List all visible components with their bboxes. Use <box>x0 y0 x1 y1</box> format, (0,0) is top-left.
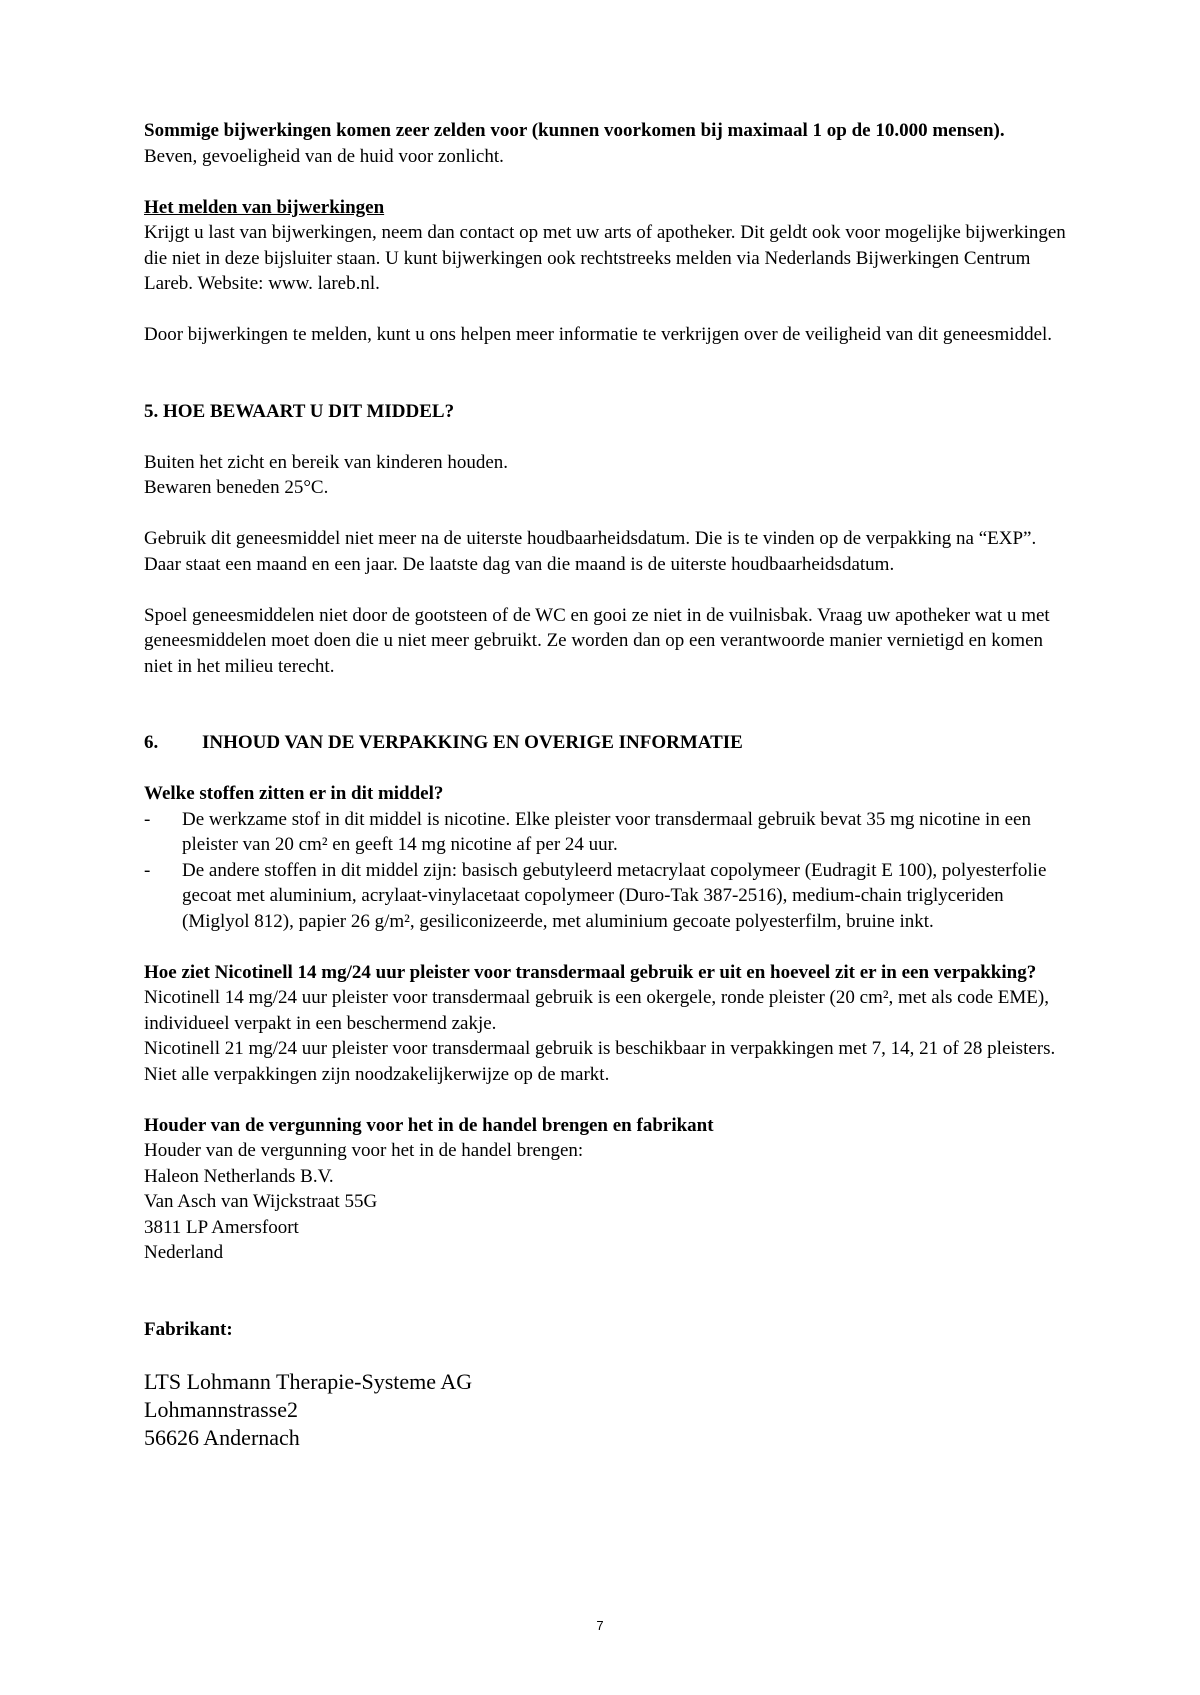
page-number: 7 <box>596 1618 604 1633</box>
reporting-heading: Het melden van bijwerkingen <box>144 196 385 218</box>
license-holder-line: Houder van de vergunning voor het in de handel brengen: <box>144 1140 584 1161</box>
list-item <box>144 858 1074 935</box>
list-dash: - <box>144 808 151 830</box>
appearance-heading: Hoe ziet Nicotinell 14 mg/24 uur pleister voor transdermaal gebruik er uit en hoeveel zit er in een verpakking? <box>144 961 1037 983</box>
appearance-paragraph-2: Nicotinell 21 mg/24 uur pleister voor transdermaal gebruik is beschikbaar in verpakkingen met 7, 14, 21 of 28 pleisters. Niet alle verpakkingen zijn noodzakelijkerwijze op de markt. <box>144 1038 1056 1085</box>
list-item-text: De werkzame stof in dit middel is nicotine. Elke pleister voor transdermaal gebruik bevat 35 mg nicotine in een pleister van 20 cm² en geeft 14 mg nicotine af per 24 uur. <box>182 808 1031 855</box>
disposal-paragraph: Spoel geneesmiddelen niet door de gootsteen of de WC en gooi ze niet in de vuilnisbak. Vraag uw apotheker wat u met geneesmiddelen moet doen die u niet meer gebruikt. Ze worden dan op een verantwoorde manier vernietigd en komen niet in het milieu terecht. <box>144 604 1050 677</box>
manufacturer-heading: Fabrikant: <box>144 1318 233 1340</box>
manufacturer-line: LTS Lohmann Therapie-Systeme AG <box>144 1368 473 1394</box>
section-6-title: INHOUD VAN DE VERPAKKING EN OVERIGE INFORMATIE <box>202 732 743 753</box>
section-6-heading <box>144 730 1074 756</box>
list-item-text: De andere stoffen in dit middel zijn: basisch gebutyleerd metacrylaat copolymeer (Eudragit E 100), polyesterfolie gecoat met aluminium, acrylaat-vinylacetaat copolymeer (Duro-Tak 387-2516), medium-chain triglyceriden (Miglyol 812), papier 26 g/m², gesiliconizeerde, met aluminium gecoate polyesterfilm, bruine inkt. <box>182 859 1047 932</box>
ingredients-list <box>144 807 1074 935</box>
reporting-paragraph-2: Door bijwerkingen te melden, kunt u ons helpen meer informatie te verkrijgen over de veiligheid van dit geneesmiddel. <box>144 324 1053 345</box>
license-holder-line: Haleon Netherlands B.V. <box>144 1165 334 1187</box>
reporting-paragraph-1: Krijgt u last van bijwerkingen, neem dan contact op met uw arts of apotheker. Dit geldt ook voor mogelijke bijwerkingen die niet in deze bijsluiter staan. U kunt bijwerkingen ook rechtstreeks melden via Nederlands Bijwerkingen Centrum Lareb. Website: www. lareb.nl. <box>144 222 1066 294</box>
expiry-paragraph: Gebruik dit geneesmiddel niet meer na de uiterste houdbaarheidsdatum. Die is te vinden op de verpakking na “EXP”. Daar staat een maand en een jaar. De laatste dag van die maand is de uiterste houdbaarheidsdatum. <box>144 528 1037 575</box>
storage-line-1: Buiten het zicht en bereik van kinderen houden. <box>144 451 509 473</box>
section-5-heading: 5. HOE BEWAART U DIT MIDDEL? <box>144 400 455 422</box>
rare-side-effects-heading: Sommige bijwerkingen komen zeer zelden voor (kunnen voorkomen bij maximaal 1 op de 10.000 mensen). <box>144 120 1005 141</box>
list-item <box>144 807 1074 858</box>
document-page <box>144 118 1074 1452</box>
section-6-number: 6. <box>144 732 159 753</box>
ingredients-heading: Welke stoffen zitten er in dit middel? <box>144 783 444 804</box>
manufacturer-line: Lohmannstrasse2 <box>144 1396 298 1422</box>
rare-side-effects-text: Beven, gevoeligheid van de huid voor zonlicht. <box>144 145 504 167</box>
license-holder-line: Van Asch van Wijckstraat 55G <box>144 1191 378 1212</box>
license-holder-line: Nederland <box>144 1242 224 1263</box>
list-dash: - <box>144 859 151 881</box>
manufacturer-line: 56626 Andernach <box>144 1424 300 1450</box>
license-holder-line: 3811 LP Amersfoort <box>144 1216 299 1238</box>
appearance-paragraph-1: Nicotinell 14 mg/24 uur pleister voor transdermaal gebruik is een okergele, ronde pleister (20 cm², met als code EME), individueel verpakt in een beschermend zakje. <box>144 987 1049 1034</box>
storage-line-2: Bewaren beneden 25°C. <box>144 477 329 498</box>
license-holder-heading: Houder van de vergunning voor het in de handel brengen en fabrikant <box>144 1114 714 1136</box>
